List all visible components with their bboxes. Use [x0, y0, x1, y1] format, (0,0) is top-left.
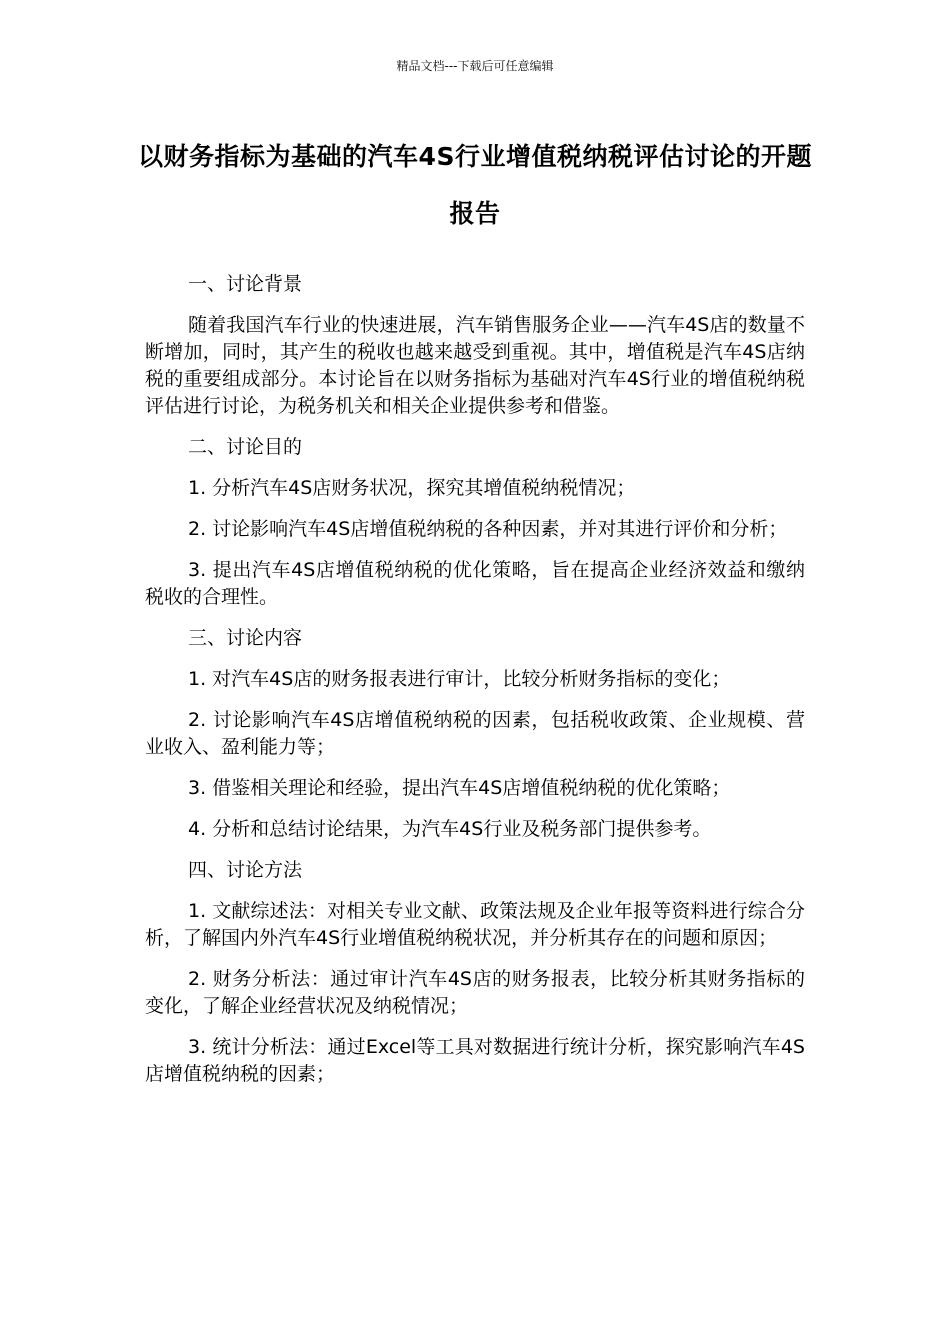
- list-item: 3. 统计分析法：通过Excel等工具对数据进行统计分析，探究影响汽车4S店增值税纳税的因素；: [145, 1036, 805, 1085]
- section-heading: 三、讨论内容: [188, 627, 303, 649]
- list-item: 2. 讨论影响汽车4S店增值税纳税的因素，包括税收政策、企业规模、营业收入、盈利能力等；: [145, 709, 805, 758]
- document-title: 以财务指标为基础的汽车4S行业增值税纳税评估讨论的开题报告: [138, 142, 812, 228]
- list-item: 1. 对汽车4S店的财务报表进行审计，比较分析财务指标的变化；: [188, 668, 731, 690]
- list-item: 2. 讨论影响汽车4S店增值税纳税的各种因素，并对其进行评价和分析；: [188, 518, 788, 540]
- list-item: 3. 借鉴相关理论和经验，提出汽车4S店增值税纳税的优化策略；: [188, 777, 731, 799]
- list-item: 2. 财务分析法：通过审计汽车4S店的财务报表，比较分析其财务指标的变化，了解企业经营状况及纳税情况；: [145, 968, 805, 1017]
- section-heading: 一、讨论背景: [188, 273, 303, 295]
- list-item: 1. 分析汽车4S店财务状况，探究其增值税纳税情况；: [188, 477, 636, 499]
- section-heading: 二、讨论目的: [188, 436, 303, 458]
- paragraph: 随着我国汽车行业的快速进展，汽车销售服务企业——汽车4S店的数量不断增加，同时，其产生的税收也越来越受到重视。其中，增值税是汽车4S店纳税的重要组成部分。本讨论旨在以财务指标为基础对汽车4S行业的增值税纳税评估进行讨论，为税务机关和相关企业提供参考和借鉴。: [145, 314, 805, 417]
- list-item: 1. 文献综述法：对相关专业文献、政策法规及企业年报等资料进行综合分析，了解国内外汽车4S行业增值税纳税状况，并分析其存在的问题和原因；: [145, 900, 805, 949]
- list-item: 3. 提出汽车4S店增值税纳税的优化策略，旨在提高企业经济效益和缴纳税收的合理性。: [145, 559, 805, 608]
- section-heading: 四、讨论方法: [188, 859, 303, 881]
- list-item: 4. 分析和总结讨论结果，为汽车4S行业及税务部门提供参考。: [188, 818, 712, 840]
- page-header: 精品文档---下载后可任意编辑: [396, 59, 554, 73]
- document-body: [145, 271, 805, 1102]
